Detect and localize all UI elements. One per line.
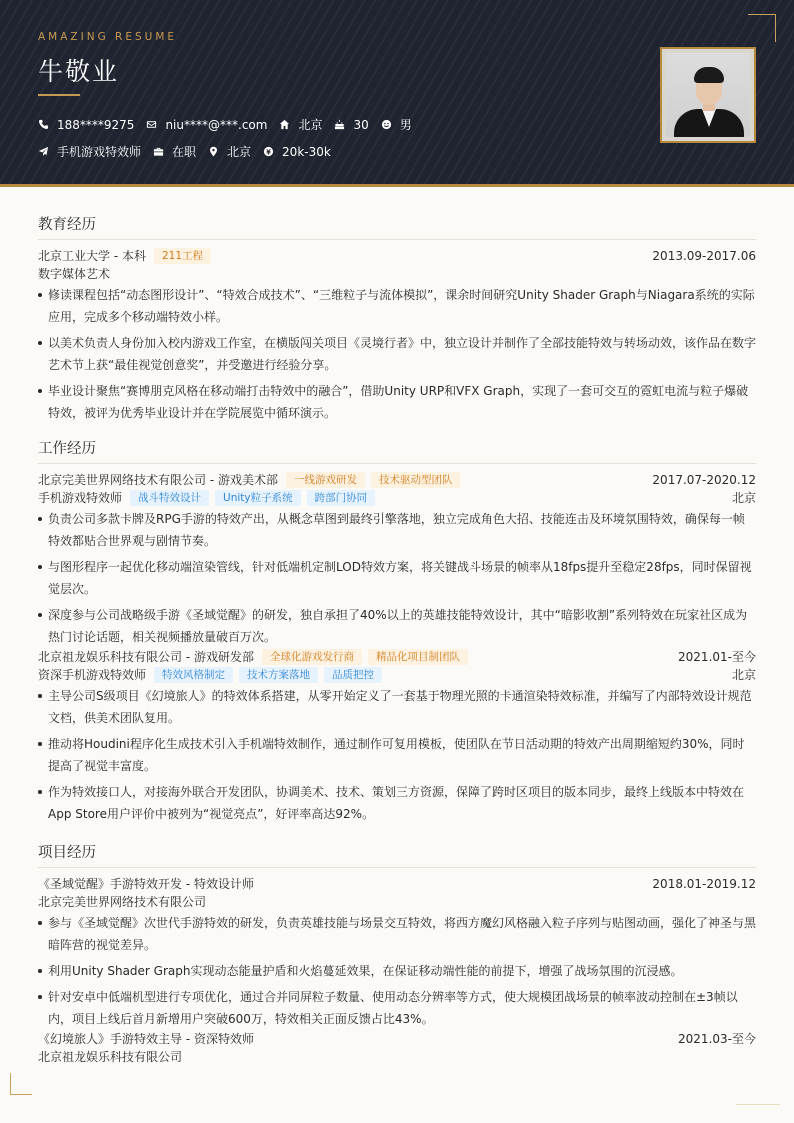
hometown-item [279,116,322,133]
role-tag: 特效风格制定 [154,667,233,683]
work-title: 工作经历 [38,437,756,464]
list-item: 修读课程包括“动态图形设计”、“特效合成技术”、“三维粒子与流体模拟”，课余时间研究Unity Shader Graph与Niagara系统的实际应用，完成多个移动端特效小样。 [38,284,756,328]
location-icon [208,146,219,157]
target-job-text: 手机游戏特效师 [57,145,142,159]
corner-ornament-top-right [748,14,776,42]
project-entry [38,1030,756,1066]
target-city-text: 北京 [227,145,252,159]
projects-section [38,841,756,1066]
education-section [38,213,756,428]
project-name-role: 《圣域觉醒》手游特效开发 - 特效设计师 [38,877,254,891]
phone-text: 188****9275 [57,117,135,132]
company-dept: 北京完美世界网络技术有限公司 - 游戏美术部 [38,473,278,487]
work-date: 2021.01-至今 [678,650,756,664]
work-entry [38,471,756,648]
project-name-role: 《幻境旅人》手游特效主导 - 资深特效师 [38,1032,254,1046]
projects-title: 项目经历 [38,841,756,868]
salary-text: 20k-30k [282,144,331,159]
phone-icon [38,119,49,130]
company-dept: 北京祖龙娱乐科技有限公司 - 游戏研发部 [38,650,254,664]
money-icon [263,146,274,157]
company-tag: 全球化游戏发行商 [262,649,362,665]
work-role-row [38,666,756,684]
work-bullets [38,508,756,648]
job-intent-row [38,143,343,160]
profile-photo [660,47,756,143]
education-date: 2013.09-2017.06 [652,249,756,263]
education-major: 数字媒体艺术 [38,267,111,281]
school-tag: 211工程 [154,248,211,264]
work-date: 2017.07-2020.12 [652,473,756,487]
corner-ornament-bottom-right [736,1104,780,1105]
send-icon [38,146,49,157]
gender-text: 男 [399,118,412,132]
gender-item [381,116,412,133]
email-item [146,118,267,132]
list-item: 负责公司多款卡牌及RPG手游的特效产出，从概念草图到最终引擎落地，独立完成角色大招、技能连击及环境氛围特效，确保每一帧特效都贴合世界观与剧情节奏。 [38,508,756,552]
role-tag: Unity粒子系统 [215,490,301,506]
project-date: 2018.01-2019.12 [652,877,756,891]
status-item [153,143,196,160]
age-item [334,118,368,132]
email-text: niu****@***.com [165,117,268,132]
project-entry-head [38,1030,756,1048]
avatar [666,53,750,137]
corner-ornament-bottom-left [10,1073,32,1095]
home-icon [279,119,290,130]
list-item: 参与《圣域觉醒》次世代手游特效的研发，负责英雄技能与场景交互特效，将西方魔幻风格融入粒子序列与贴图动画，强化了神圣与黑暗阵营的视觉差异。 [38,912,756,956]
list-item: 推动将Houdini程序化生成技术引入手机端特效制作，通过制作可复用模板，使团队在节日活动期的特效产出周期缩短约30%，同时提高了视觉丰富度。 [38,733,756,777]
work-role-row [38,489,756,507]
salary-item [263,145,331,159]
list-item: 针对安卓中低端机型进行专项优化，通过合并同屏粒子数量、使用动态分辨率等方式，使大规模团战场景的帧率波动控制在±3帧以内，项目上线后首月新增用户突破600万，特效相关正面反馈占比43%。 [38,986,756,1030]
work-role: 资深手机游戏特效师 [38,668,147,682]
school-degree: 北京工业大学 - 本科 [38,249,146,263]
work-city: 北京 [731,491,756,505]
list-item: 作为特效接口人，对接海外联合开发团队，协调美术、技术、策划三方资源，保障了跨时区项目的版本同步，最终上线版本中特效在App Store用户评价中被列为“视觉亮点”，好评率高达92%。 [38,781,756,825]
email-icon [146,119,157,130]
work-bullets [38,685,756,825]
resume-tagline: AMAZING RESUME [38,31,178,43]
list-item: 毕业设计聚焦“赛博朋克风格在移动端打击特效中的融合”，借助Unity URP和VFX Graph，实现了一套可交互的霓虹电流与粒子爆破特效，被评为优秀毕业设计并在学院展览中循环演示。 [38,380,756,424]
company-tag: 技术驱动型团队 [371,472,461,488]
age-text: 30 [353,117,369,132]
company-tag: 一线游戏研发 [286,472,365,488]
phone-item [38,118,134,132]
work-entry-head [38,648,756,666]
company-tag: 精品化项目制团队 [368,649,468,665]
work-role: 手机游戏特效师 [38,491,123,505]
list-item: 以美术负责人身份加入校内游戏工作室，在横版闯关项目《灵境行者》中，独立设计并制作了全部技能特效与转场动效，该作品在数字艺术节上获“最佳视觉创意奖”，并受邀进行经验分享。 [38,332,756,376]
project-company: 北京祖龙娱乐科技有限公司 [38,1050,183,1064]
work-city: 北京 [731,668,756,682]
target-city-item [208,143,251,160]
header-divider [0,184,794,187]
role-tag: 跨部门协同 [307,490,376,506]
project-company: 北京完美世界网络技术有限公司 [38,895,207,909]
list-item: 主导公司S级项目《幻境旅人》的特效体系搭建，从零开始定义了一套基于物理光照的卡通渲染特效标准，并编写了内部特效设计规范文档，供美术团队复用。 [38,685,756,729]
education-entry-head [38,247,756,265]
project-company-row [38,893,756,911]
education-bullets [38,284,756,424]
cake-icon [334,119,345,130]
project-company-row [38,1048,756,1066]
project-bullets [38,912,756,1030]
hometown-text: 北京 [298,118,323,132]
list-item: 利用Unity Shader Graph实现动态能量护盾和火焰蔓延效果，在保证移动端性能的前提下，增强了战场氛围的沉浸感。 [38,960,756,982]
status-text: 在职 [172,145,197,159]
role-tag: 品质把控 [324,667,382,683]
work-section [38,437,756,829]
project-entry-head [38,875,756,893]
target-job-item [38,143,141,160]
briefcase-icon [153,146,164,157]
candidate-name: 牛敬业 [38,57,120,86]
education-title: 教育经历 [38,213,756,240]
work-entry-head [38,471,756,489]
contact-row [38,116,424,133]
work-entry [38,648,756,825]
list-item: 与图形程序一起优化移动端渲染管线，针对低端机定制LOD特效方案，将关键战斗场景的帧率从18fps提升至稳定28fps，同时保留视觉层次。 [38,556,756,600]
role-tag: 技术方案落地 [239,667,318,683]
project-date: 2021.03-至今 [678,1032,756,1046]
list-item: 深度参与公司战略级手游《圣域觉醒》的研发，独自承担了40%以上的英雄技能特效设计，其中“暗影收割”系列特效在玩家社区成为热门讨论话题，相关视频播放量破百万次。 [38,604,756,648]
education-major-row [38,265,756,283]
name-underline [38,94,80,96]
gender-icon [381,119,392,130]
project-entry [38,875,756,1030]
role-tag: 战斗特效设计 [130,490,209,506]
